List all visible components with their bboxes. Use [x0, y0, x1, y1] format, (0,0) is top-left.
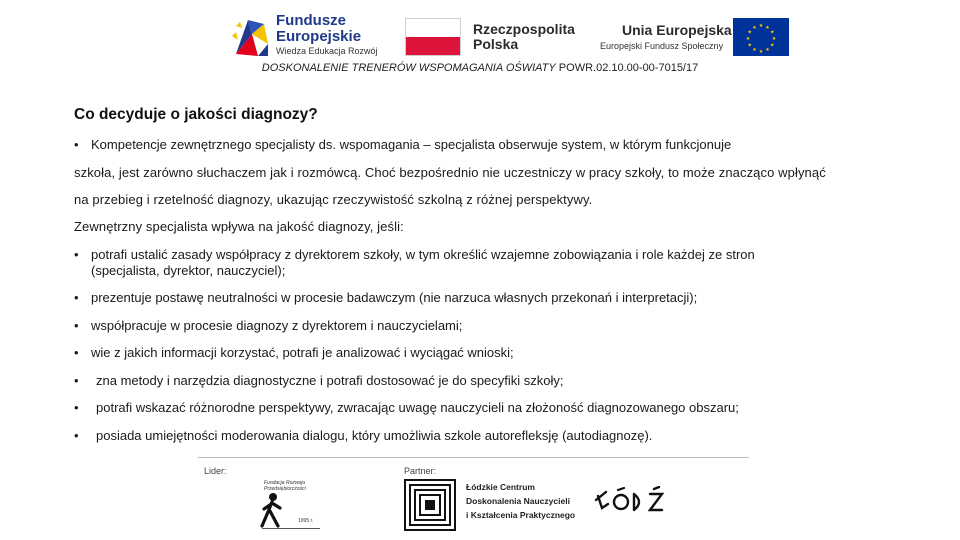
svg-text:★: ★ [745, 36, 751, 42]
bullet-icon: • [74, 318, 79, 333]
bullet-icon: • [74, 400, 79, 415]
bullet-icon: • [74, 137, 79, 152]
svg-text:★: ★ [765, 47, 770, 54]
unia-europejska-logo [600, 18, 790, 58]
rzeczpospolita-polska-logo [405, 18, 575, 58]
fundusze-europejskie-emblem-icon [230, 14, 270, 58]
bullet-icon: • [74, 345, 79, 360]
slide-title: Co decyduje o jakości diagnozy? [74, 106, 318, 123]
svg-text:★: ★ [769, 42, 775, 49]
svg-text:★: ★ [747, 42, 753, 49]
fundacja-line2: Przedsiębiorczości [264, 486, 306, 492]
list-item-text: potrafi ustalić zasady współpracy z dyrektorem szkoły, w tym określić wzajemne zobowiązania i role każdej ze stron [91, 247, 755, 262]
list-item-text: posiada umiejętności moderowania dialogu, który umożliwia szkole autorefleksję (autodiagnozę). [96, 428, 653, 443]
intro-line-1: Kompetencje zewnętrznego specjalisty ds. wspomagania – specjalista obserwuje system, w którym funkcjonuje [91, 137, 732, 152]
lcdn-line1: Łódzkie Centrum [466, 482, 535, 492]
svg-text:★: ★ [758, 49, 764, 55]
fundacja-rozwoju-logo [258, 480, 320, 530]
fundacja-name [264, 480, 306, 492]
svg-text:★: ★ [769, 29, 775, 36]
fundusze-europejskie-wordmark [276, 13, 361, 45]
svg-text:★: ★ [765, 24, 770, 31]
fundusze-europejskie-logo [230, 12, 380, 62]
partner-label: Partner: [404, 466, 437, 476]
svg-text:★: ★ [758, 23, 764, 29]
intro-line-3: na przebieg i rzetelność diagnozy, ukazując rzeczywistość szkolną z różnej perspektywy. [74, 192, 593, 207]
rp-line1: Rzeczpospolita [473, 21, 575, 37]
list-item-text: zna metody i narzędzia diagnostyczne i potrafi dostosować je do specyfiki szkoły; [96, 373, 564, 388]
fe-line1: Fundusze [276, 12, 346, 29]
svg-text:★: ★ [752, 24, 757, 31]
project-code: POWR.02.10.00-00-7015/17 [555, 62, 699, 74]
svg-text:★: ★ [752, 47, 757, 54]
footer-divider [198, 457, 749, 458]
rp-line2: Polska [473, 36, 519, 52]
rp-wordmark [473, 22, 575, 52]
eu-title: Unia Europejska [622, 22, 732, 38]
bullet-icon: • [74, 247, 79, 262]
project-name: DOSKONALENIE TRENERÓW WSPOMAGANIA OŚWIATY [261, 62, 556, 74]
project-code-line [0, 62, 960, 74]
list-item-continuation: (specjalista, dyrektor, nauczyciel); [91, 263, 286, 278]
list-item-text: potrafi wskazać różnorodne perspektywy, zwracając uwagę nauczycieli na złożoność diagnozowanego obszaru; [96, 400, 739, 415]
svg-text:★: ★ [747, 29, 753, 36]
lcdn-emblem-icon [404, 479, 456, 531]
list-item-text: wie z jakich informacji korzystać, potrafi je analizować i wyciągać wnioski; [91, 345, 514, 360]
fe-subtitle: Wiedza Edukacja Rozwój [276, 46, 378, 56]
fundacja-year: 1995 r. [298, 518, 314, 524]
list-item-text: prezentuje postawę neutralności w procesie badawczym (nie narzuca własnych przekonań i interpretacji); [91, 290, 698, 305]
list-item-text: współpracuje w procesie diagnozy z dyrektorem i nauczycielami; [91, 318, 463, 333]
walking-figure-icon [260, 492, 284, 528]
eu-subtitle: Europejski Fundusz Społeczny [600, 41, 724, 51]
polish-flag-icon [405, 18, 461, 56]
lodz-city-logo-icon [594, 486, 666, 516]
lider-label: Lider: [204, 466, 227, 476]
svg-text:★: ★ [771, 36, 777, 42]
bullet-icon: • [74, 428, 79, 443]
lcdn-name [466, 480, 575, 522]
fundacja-underline [262, 528, 320, 529]
bullet-icon: • [74, 290, 79, 305]
lcdn-line3: i Kształcenia Praktycznego [466, 510, 576, 520]
fe-line2: Europejskie [276, 28, 362, 45]
eu-flag-icon [733, 18, 789, 56]
lead-sentence: Zewnętrzny specjalista wpływa na jakość diagnozy, jeśli: [74, 219, 404, 234]
header-logos-bar [0, 0, 960, 90]
fundacja-line1: Fundacja Rozwoju [264, 480, 306, 486]
intro-line-2: szkoła, jest zarówno słuchaczem jak i rozmówcą. Choć bezpośrednio nie uczestniczy w pracy szkoły, to może znacząco wpłynąć [74, 165, 826, 180]
bullet-icon: • [74, 373, 79, 388]
lcdn-line2: Doskonalenia Nauczycieli [466, 496, 570, 506]
